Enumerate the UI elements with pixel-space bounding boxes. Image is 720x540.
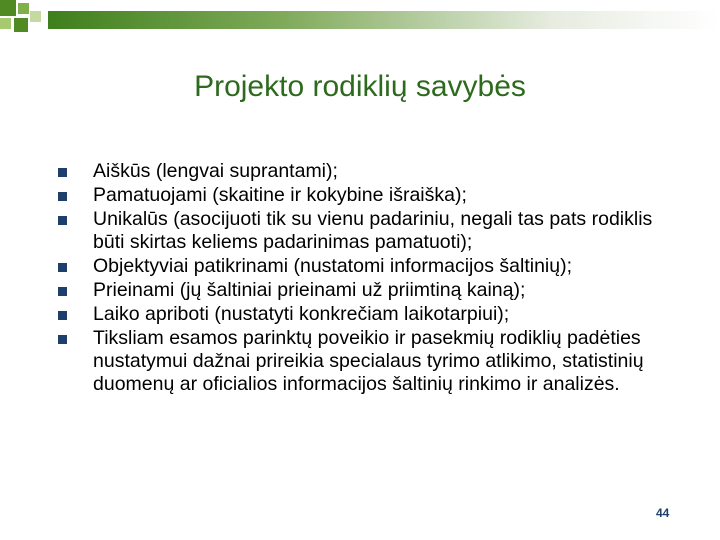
square-bullet-icon [58, 311, 67, 320]
bullet-item [58, 184, 688, 207]
square-bullet-icon [58, 287, 67, 296]
header-decoration [0, 0, 720, 40]
bullet-text: Tiksliam esamos parinktų poveikio ir pasekmių rodiklių padėties nustatymui dažnai prireikia specialaus tyrimo atlikimo, statistinių duomenų ar oficialios informacijos šaltinių rinkimo ir analizės. [93, 327, 644, 395]
square-bullet-icon [58, 263, 67, 272]
bullet-text: Prieinami (jų šaltiniai prieinami už priimtiną kainą); [93, 279, 526, 301]
bullet-text: Unikalūs (asocijuoti tik su vienu padariniu, negali tas pats rodiklis būti skirtas keliems padarinimas pamatuoti); [93, 208, 653, 253]
bullet-item [58, 327, 688, 396]
square-bullet-icon [58, 192, 67, 201]
bullet-item [58, 255, 688, 278]
bullet-text: Objektyviai patikrinami (nustatomi informacijos šaltinių); [93, 255, 572, 277]
bullet-item [58, 279, 688, 302]
bullet-text: Pamatuojami (skaitine ir kokybine išraiška); [93, 184, 467, 206]
bullet-item [58, 160, 688, 183]
square-bullet-icon [58, 216, 67, 225]
header-band-graphic [0, 0, 720, 40]
square-bullet-icon [58, 335, 67, 344]
bullet-text: Aiškūs (lengvai suprantami); [93, 160, 338, 182]
square-bullet-icon [58, 168, 67, 177]
page-number: 44 [656, 506, 670, 520]
slide-title: Projekto rodiklių savybės [194, 70, 526, 103]
bullet-item [58, 208, 688, 254]
bullet-list [58, 160, 688, 397]
bullet-text: Laiko apriboti (nustatyti konkrečiam laikotarpiui); [93, 303, 510, 325]
bullet-item [58, 303, 688, 326]
